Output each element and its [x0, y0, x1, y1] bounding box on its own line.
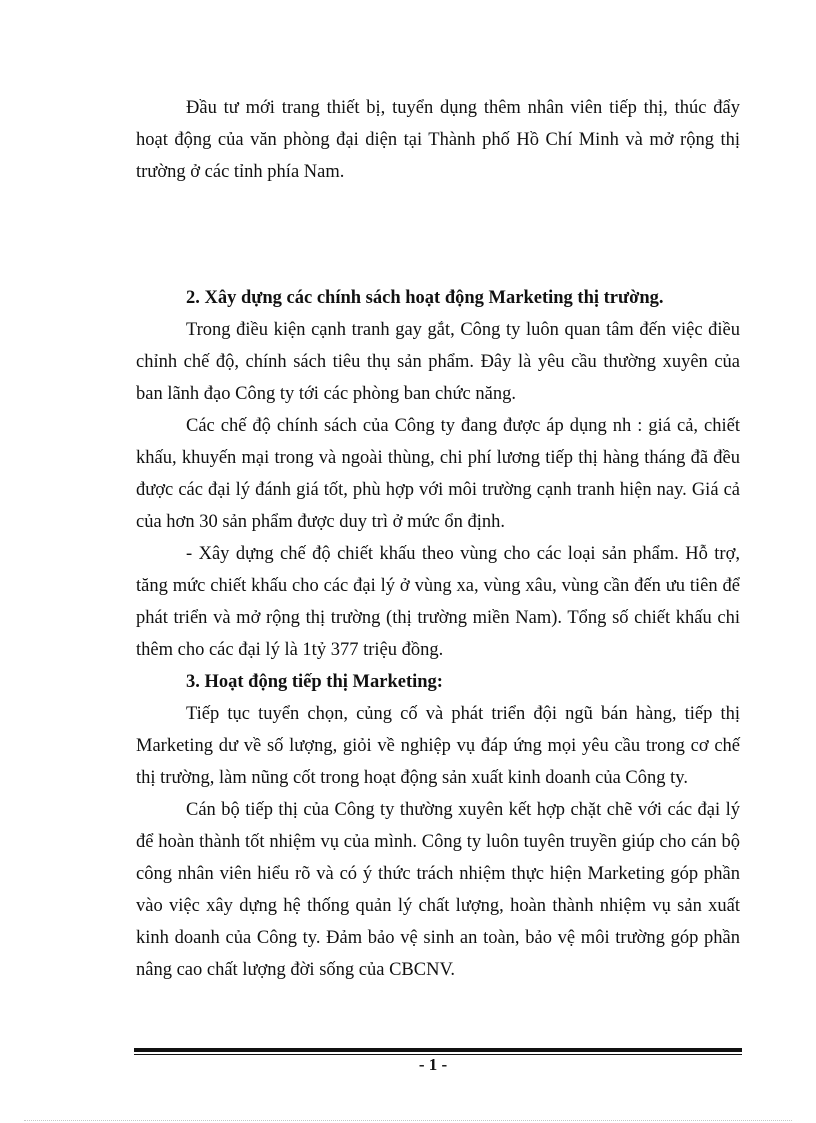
section-2-paragraph-3: - Xây dựng chế độ chiết khấu theo vùng cho các loại sản phẩm. Hỗ trợ, tăng mức chiết khấu cho các đại lý ở vùng xa, vùng xâu, vùng cần đến ưu tiên để phát triển và mở rộng thị trường (thị trường miền Nam). Tổng số chiết khấu chi thêm cho các đại lý là 1tỷ 377 triệu đồng.: [136, 544, 740, 660]
section-3-paragraph-1: Tiếp tục tuyển chọn, củng cố và phát triển đội ngũ bán hàng, tiếp thị Marketing dư về số lượng, giỏi về nghiệp vụ đáp ứng mọi yêu cầu trong cơ chế thị trường, làm nũng cốt trong hoạt động sản xuất kinh doanh của Công ty.: [136, 704, 740, 788]
page-body: [136, 92, 740, 986]
paragraph-intro: Đầu tư mới trang thiết bị, tuyển dụng thêm nhân viên tiếp thị, thúc đẩy hoạt động của văn phòng đại diện tại Thành phố Hồ Chí Minh và mở rộng thị trường ở các tỉnh phía Nam.: [136, 98, 740, 182]
footer-rule-thick: [134, 1048, 742, 1052]
section-2-paragraph-2: Các chế độ chính sách của Công ty đang được áp dụng nh : giá cả, chiết khấu, khuyến mại trong và ngoài thùng, chi phí lương tiếp thị hàng tháng đã đều được các đại lý đánh giá tốt, phù hợp với môi trường cạnh tranh hiện nay. Giá cả của hơn 30 sản phẩm được duy trì ở mức ổn định.: [136, 416, 740, 532]
spacer: [136, 188, 740, 282]
section-2-heading: 2. Xây dựng các chính sách hoạt động Marketing thị trường.: [186, 288, 664, 308]
page-edge-divider: [24, 1120, 792, 1121]
page-number: - 1 -: [418, 1055, 448, 1074]
section-2-paragraph-1: Trong điều kiện cạnh tranh gay gắt, Công ty luôn quan tâm đến việc điều chỉnh chế độ, chính sách tiêu thụ sản phẩm. Đây là yêu cầu thường xuyên của ban lãnh đạo Công ty tới các phòng ban chức năng.: [136, 320, 740, 404]
section-3-paragraph-2: Cán bộ tiếp thị của Công ty thường xuyên kết hợp chặt chẽ với các đại lý để hoàn thành tốt nhiệm vụ của mình. Công ty luôn tuyên truyền giúp cho cán bộ công nhân viên hiểu rõ và có ý thức trách nhiệm thực hiện Marketing góp phần vào việc xây dựng hệ thống quản lý chất lượng, hoàn thành nhiệm vụ sản xuất kinh doanh của Công ty. Đảm bảo vệ sinh an toàn, bảo vệ môi trường góp phần nâng cao chất lượng đời sống của CBCNV.: [136, 800, 740, 980]
section-3-heading: 3. Hoạt động tiếp thị Marketing:: [186, 672, 443, 692]
